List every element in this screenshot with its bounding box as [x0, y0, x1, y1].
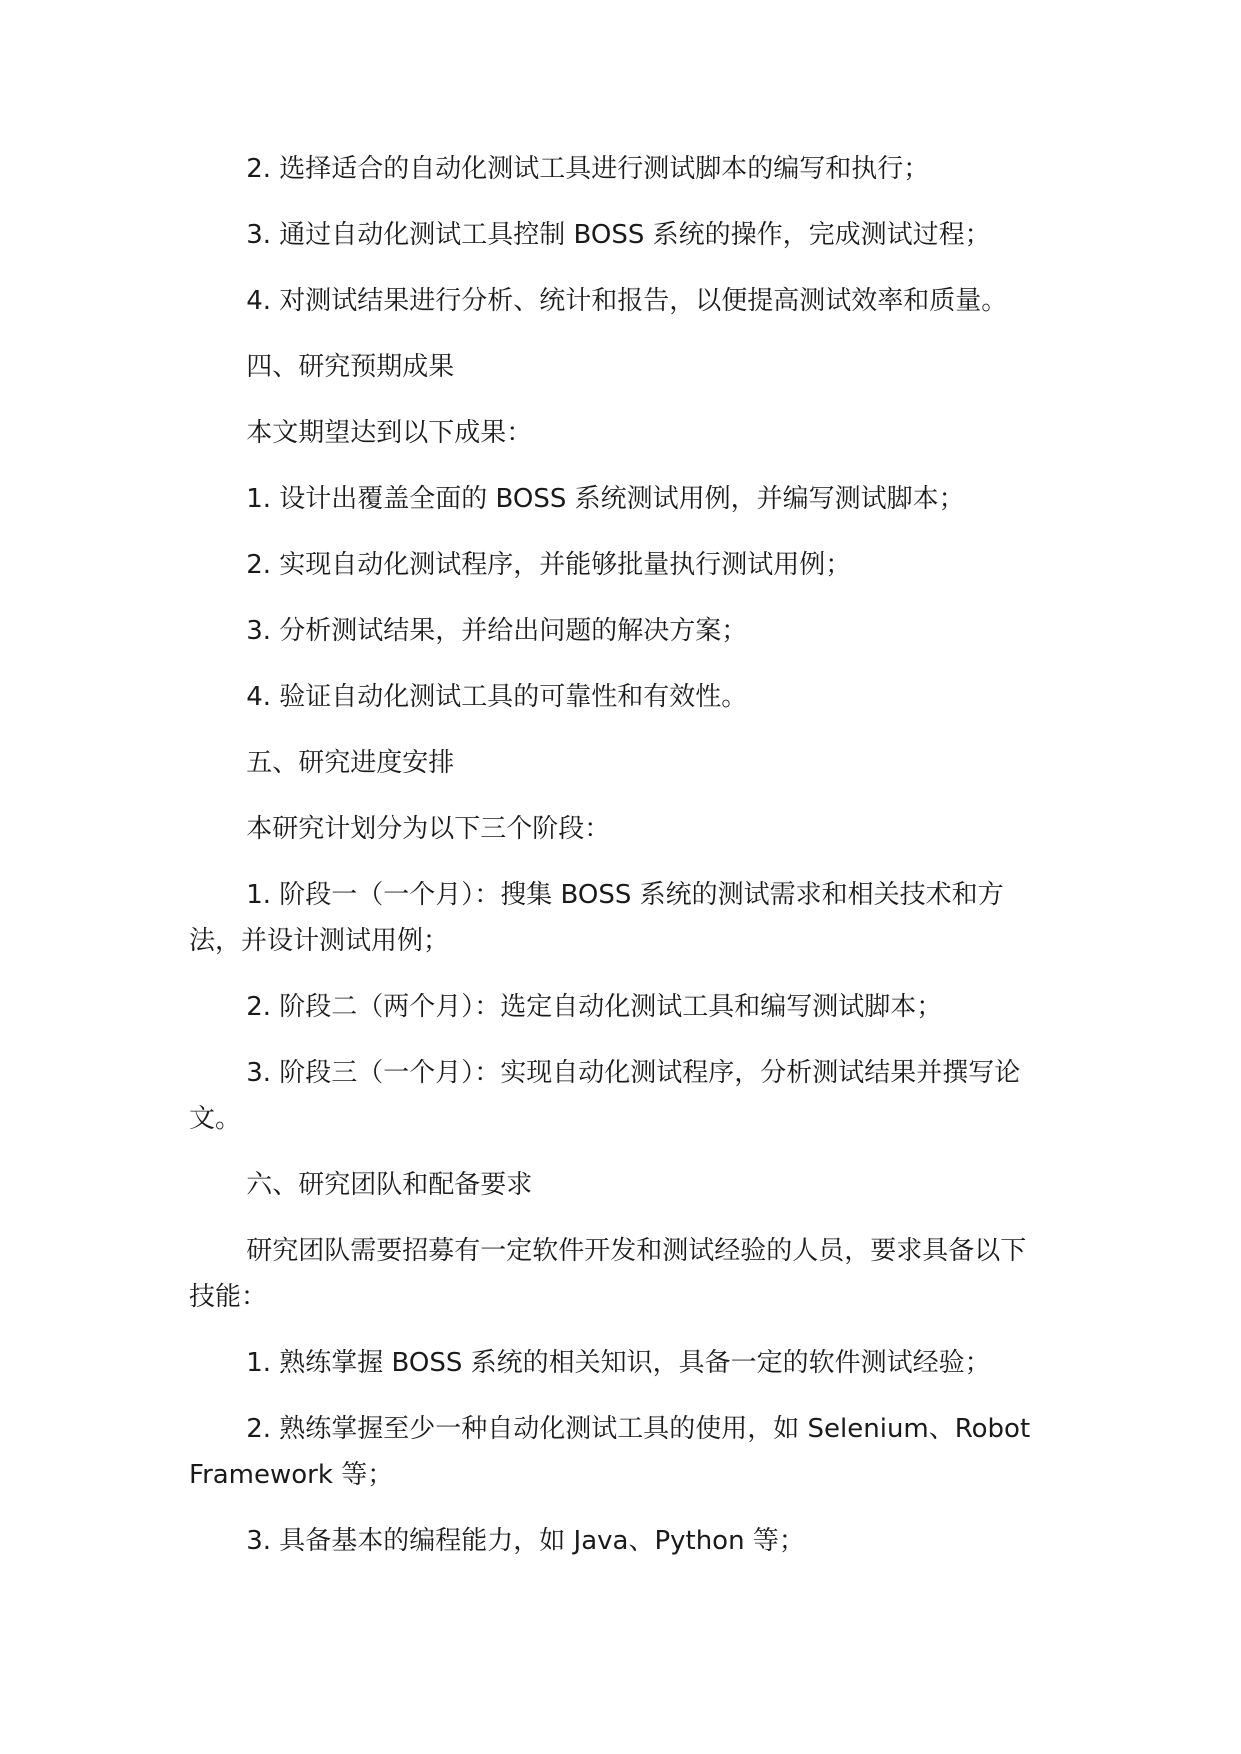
paragraph: 本研究计划分为以下三个阶段： — [246, 814, 611, 844]
paragraph: 1. 熟练掌握 BOSS 系统的相关知识，具备一定的软件测试经验； — [246, 1348, 991, 1378]
paragraph: 本文期望达到以下成果： — [246, 418, 533, 448]
paragraph: 2. 选择适合的自动化测试工具进行测试脚本的编写和执行； — [246, 154, 930, 184]
paragraph: 4. 对测试结果进行分析、统计和报告，以便提高测试效率和质量。 — [246, 286, 1008, 316]
document-body — [189, 146, 1049, 1584]
section-heading: 五、研究进度安排 — [246, 748, 455, 778]
paragraph: 2. 阶段二（两个月）：选定自动化测试工具和编写测试脚本； — [246, 992, 943, 1022]
paragraph: 3. 分析测试结果，并给出问题的解决方案； — [246, 616, 748, 646]
paragraph: 4. 验证自动化测试工具的可靠性和有效性。 — [246, 682, 748, 712]
paragraph: 3. 具备基本的编程能力，如 Java、Python 等； — [246, 1526, 805, 1556]
paragraph: 2. 实现自动化测试程序，并能够批量执行测试用例； — [246, 550, 852, 580]
paragraph: 3. 通过自动化测试工具控制 BOSS 系统的操作，完成测试过程； — [246, 220, 991, 250]
paragraph: 1. 设计出覆盖全面的 BOSS 系统测试用例，并编写测试脚本； — [246, 484, 965, 514]
paragraph: 3. 阶段三（一个月）：实现自动化测试程序，分析测试结果并撰写论文。 — [189, 1058, 1021, 1134]
paragraph: 研究团队需要招募有一定软件开发和测试经验的人员，要求具备以下技能： — [189, 1236, 1027, 1312]
section-heading: 六、研究团队和配备要求 — [246, 1170, 533, 1200]
section-heading: 四、研究预期成果 — [246, 352, 455, 382]
paragraph: 2. 熟练掌握至少一种自动化测试工具的使用，如 Selenium、Robot Framework 等； — [189, 1414, 1031, 1490]
paragraph: 1. 阶段一（一个月）：搜集 BOSS 系统的测试需求和相关技术和方法，并设计测试用例； — [189, 880, 1004, 956]
